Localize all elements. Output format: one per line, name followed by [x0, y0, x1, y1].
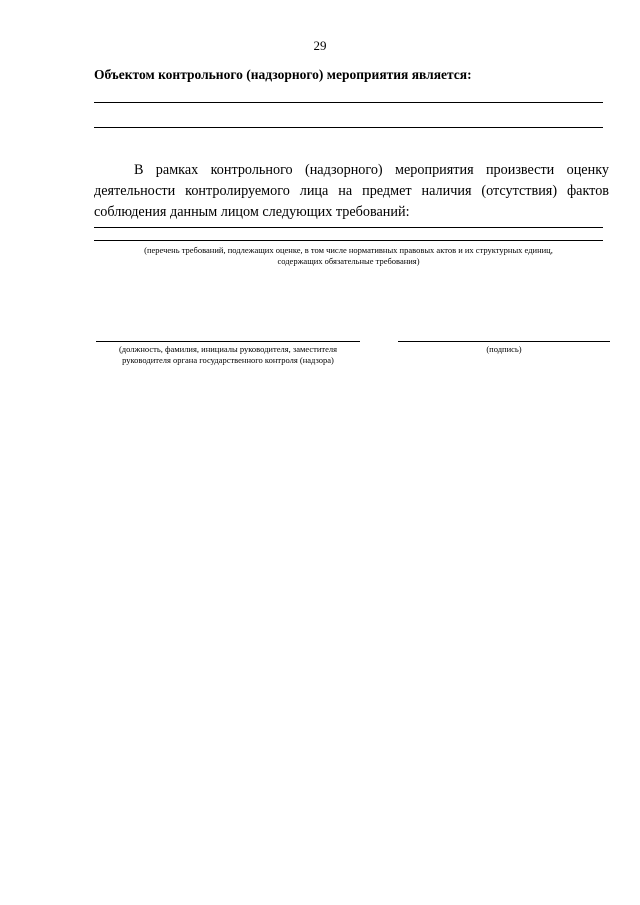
- object-heading: Объектом контрольного (надзорного) мероприятия является:: [94, 67, 472, 82]
- requirements-blank-line-2: [94, 240, 603, 241]
- official-caption-line-1: (должность, фамилия, инициалы руководителя, заместителя: [118, 344, 338, 354]
- official-caption-line-2: руководителя органа государственного контроля (надзора): [122, 355, 334, 365]
- object-blank-line-1: [94, 102, 603, 103]
- requirements-caption-line-2: содержащих обязательные требования): [277, 256, 420, 266]
- signature-blank-line: [398, 341, 610, 342]
- requirements-caption: [94, 245, 603, 267]
- requirements-paragraph: [94, 160, 609, 223]
- signature-caption: (подпись): [486, 344, 522, 354]
- official-blank-line: [96, 341, 360, 342]
- official-caption: [96, 344, 360, 366]
- page-number: 29: [313, 38, 327, 53]
- requirements-caption-line-1: (перечень требований, подлежащих оценке, в том числе нормативных правовых актов и их структурных единиц,: [144, 245, 553, 255]
- object-blank-line-2: [94, 127, 603, 128]
- requirements-intro-text: В рамках контрольного (надзорного) мероприятия произвести оценку деятельности контролируемого лица на предмет наличия (отсутствия) фактов соблюдения данным лицом следующих требований:: [94, 162, 609, 220]
- requirements-blank-line-1: [94, 227, 603, 228]
